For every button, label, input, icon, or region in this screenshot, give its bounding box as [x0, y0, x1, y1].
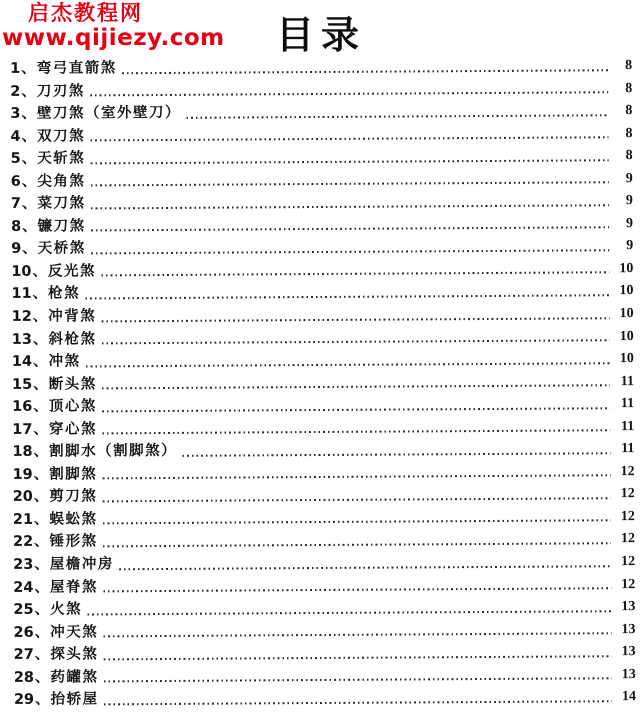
toc-row	[14, 685, 636, 711]
toc-page-number: 11	[621, 441, 635, 457]
toc-page-number: 10	[619, 351, 634, 367]
toc-page-number: 10	[619, 328, 634, 344]
toc-leader-dots	[104, 700, 612, 705]
toc-page-number: 11	[620, 373, 635, 389]
toc-entry-number: 4	[10, 128, 21, 145]
toc-entry-number: 27	[13, 646, 34, 664]
toc-entry-title: 反光煞	[47, 263, 97, 280]
toc-entry-number: 28	[13, 669, 35, 686]
toc-leader-dots	[102, 384, 610, 389]
toc-page-number: 10	[619, 306, 634, 322]
toc-page-number: 10	[619, 261, 634, 277]
toc-leader-dots	[119, 565, 611, 570]
toc-entry-number: 5	[10, 151, 21, 168]
toc-entry-title: 剪刀煞	[49, 488, 98, 506]
toc-page-number: 9	[625, 215, 634, 231]
toc-entry-separator: 、	[34, 646, 50, 663]
toc-entry-title: 探头煞	[50, 646, 99, 663]
toc-entry-title: 蜈蚣煞	[49, 511, 98, 528]
toc-entry-separator: 、	[21, 128, 37, 145]
toc-entry-separator: 、	[33, 489, 49, 506]
toc-entry-number: 2	[10, 83, 21, 100]
toc-entry-number: 20	[12, 489, 33, 506]
toc-entry-number: 23	[13, 556, 34, 573]
toc-entry-title: 枪煞	[48, 285, 81, 303]
toc-leader-dots	[85, 294, 609, 299]
toc-leader-dots	[103, 632, 611, 637]
toc-entry-title: 断头煞	[48, 376, 97, 393]
toc-leader-dots	[101, 317, 609, 322]
toc-entry-number: 6	[10, 173, 21, 190]
toc-entry-title: 药罐煞	[50, 669, 99, 686]
toc-entry-separator: 、	[32, 331, 48, 348]
toc-entry-separator: 、	[21, 83, 36, 100]
toc-entry-separator: 、	[21, 150, 37, 168]
toc-page-number: 12	[620, 463, 635, 480]
toc-entry-title: 镰刀煞	[37, 218, 86, 235]
toc-entry-number: 19	[12, 466, 33, 483]
toc-page-number: 12	[620, 486, 635, 502]
toc-entry-title: 锤形煞	[49, 533, 98, 551]
toc-entry-separator: 、	[33, 353, 48, 370]
toc-page-number: 8	[625, 148, 633, 164]
toc-entry-title: 斜枪煞	[48, 330, 97, 348]
toc-leader-dots	[104, 678, 612, 683]
toc-page-number: 12	[620, 531, 636, 547]
toc-page-number: 13	[621, 644, 636, 660]
toc-page-number: 12	[621, 554, 636, 570]
toc-leader-dots	[91, 204, 609, 209]
toc-entry-title: 割脚水（割脚煞）	[49, 443, 178, 460]
toc-leader-dots	[103, 587, 611, 592]
toc-leader-dots	[102, 430, 610, 435]
toc-leader-dots	[182, 452, 610, 457]
toc-entry-separator: 、	[22, 241, 37, 258]
toc-entry-number: 21	[12, 511, 34, 528]
toc-entry-separator: 、	[32, 308, 48, 325]
toc-entry-number: 15	[11, 376, 33, 393]
toc-entry-title: 双刀煞	[37, 128, 86, 145]
toc-entry-separator: 、	[34, 669, 50, 686]
toc-page-number: 14	[621, 689, 636, 705]
toc-entry-number: 29	[13, 692, 35, 709]
toc-leader-dots	[87, 610, 611, 615]
toc-page-number: 13	[621, 666, 636, 682]
toc-entry-separator: 、	[33, 398, 48, 415]
toc-page-number: 13	[621, 599, 636, 615]
toc-page-number: 9	[625, 170, 633, 186]
toc-leader-dots	[186, 114, 608, 119]
toc-entry-title: 天桥煞	[37, 240, 86, 258]
toc-page-number: 8	[625, 80, 633, 96]
toc-leader-dots	[102, 407, 610, 412]
toc-entry-title: 冲背煞	[48, 308, 97, 325]
toc-page-number: 11	[620, 418, 635, 434]
toc-page-number: 9	[625, 193, 633, 209]
toc-entry-separator: 、	[35, 691, 50, 709]
toc-entry-separator: 、	[32, 263, 48, 280]
toc-page-number: 13	[621, 621, 636, 637]
toc-page-number: 10	[619, 283, 634, 299]
toc-leader-dots	[91, 249, 609, 254]
toc-list	[10, 54, 636, 712]
toc-page-number: 8	[625, 125, 633, 141]
toc-leader-dots	[90, 182, 608, 187]
toc-entry-number: 3	[10, 105, 21, 122]
toc-entry-separator: 、	[21, 173, 37, 190]
toc-entry-title: 屋檐冲房	[49, 556, 114, 573]
watermark-site-name: 启杰教程网	[28, 1, 143, 25]
toc-entry-number: 24	[13, 579, 34, 596]
toc-entry-title: 尖角煞	[37, 173, 86, 190]
toc-leader-dots	[90, 159, 608, 164]
toc-entry-separator: 、	[21, 196, 37, 213]
toc-entry-title: 菜刀煞	[37, 195, 86, 213]
toc-page-number: 12	[620, 509, 635, 525]
toc-entry-number: 12	[11, 308, 32, 325]
toc-entry-separator: 、	[21, 60, 36, 77]
toc-entry-number: 8	[10, 218, 22, 235]
toc-entry-separator: 、	[32, 286, 48, 303]
toc-entry-title: 弯弓直箭煞	[36, 60, 117, 77]
toc-leader-dots	[103, 520, 611, 525]
toc-entry-number: 16	[12, 398, 33, 416]
toc-leader-dots	[90, 136, 608, 141]
toc-page-number: 12	[621, 576, 636, 592]
toc-entry-number: 17	[12, 421, 33, 438]
toc-entry-number: 11	[11, 286, 32, 303]
toc-entry-separator: 、	[33, 421, 49, 438]
toc-entry-separator: 、	[33, 511, 49, 528]
toc-entry-separator: 、	[34, 556, 49, 573]
toc-entry-number: 22	[12, 534, 34, 551]
toc-entry-separator: 、	[34, 624, 50, 641]
toc-entry-separator: 、	[34, 534, 49, 551]
toc-leader-dots	[122, 69, 608, 74]
toc-entry-number: 18	[12, 444, 33, 461]
toc-entry-title: 割脚煞	[49, 466, 98, 483]
toc-entry-title: 火煞	[50, 601, 83, 618]
page-title: 目录	[275, 13, 366, 57]
toc-entry-number: 13	[11, 331, 32, 348]
toc-entry-title: 顶心煞	[48, 398, 97, 415]
toc-leader-dots	[90, 91, 608, 96]
toc-entry-separator: 、	[21, 105, 36, 122]
toc-entry-title: 冲煞	[48, 353, 81, 370]
toc-entry-separator: 、	[34, 579, 49, 596]
toc-leader-dots	[101, 339, 609, 344]
toc-entry-number: 9	[11, 241, 22, 258]
toc-leader-dots	[103, 542, 611, 547]
toc-entry-title: 壁刀煞（室外壁刀）	[36, 104, 181, 122]
toc-entry-number: 7	[10, 196, 22, 213]
toc-entry-title: 抬轿屋	[50, 691, 99, 708]
toc-page-number: 8	[625, 103, 633, 119]
toc-entry-number: 10	[11, 263, 32, 280]
toc-leader-dots	[103, 655, 611, 660]
toc-entry-title: 冲天煞	[50, 624, 99, 641]
toc-leader-dots	[102, 475, 610, 480]
toc-entry-separator: 、	[34, 601, 50, 618]
toc-entry-title: 屋脊煞	[49, 578, 98, 596]
toc-page-number: 9	[626, 238, 634, 254]
watermark	[2, 2, 225, 50]
toc-leader-dots	[101, 272, 609, 277]
toc-entry-number: 26	[13, 624, 34, 641]
toc-entry-separator: 、	[33, 443, 49, 461]
toc-entry-separator: 、	[33, 376, 48, 393]
toc-entry-number: 14	[11, 353, 33, 371]
watermark-site-url: www.qijiezy.com	[2, 25, 225, 52]
toc-page-number: 8	[625, 58, 633, 74]
toc-entry-title: 天斩煞	[37, 150, 86, 167]
toc-entry-title: 刀刃煞	[36, 82, 85, 100]
toc-entry-number: 1	[10, 60, 21, 77]
toc-page-number: 11	[620, 396, 635, 412]
toc-entry-separator: 、	[33, 466, 49, 483]
toc-entry-title: 穿心煞	[48, 421, 98, 438]
toc-entry-separator: 、	[22, 218, 37, 235]
toc-leader-dots	[86, 362, 610, 367]
toc-leader-dots	[102, 497, 610, 502]
toc-entry-number: 25	[13, 601, 34, 619]
toc-leader-dots	[91, 227, 609, 232]
